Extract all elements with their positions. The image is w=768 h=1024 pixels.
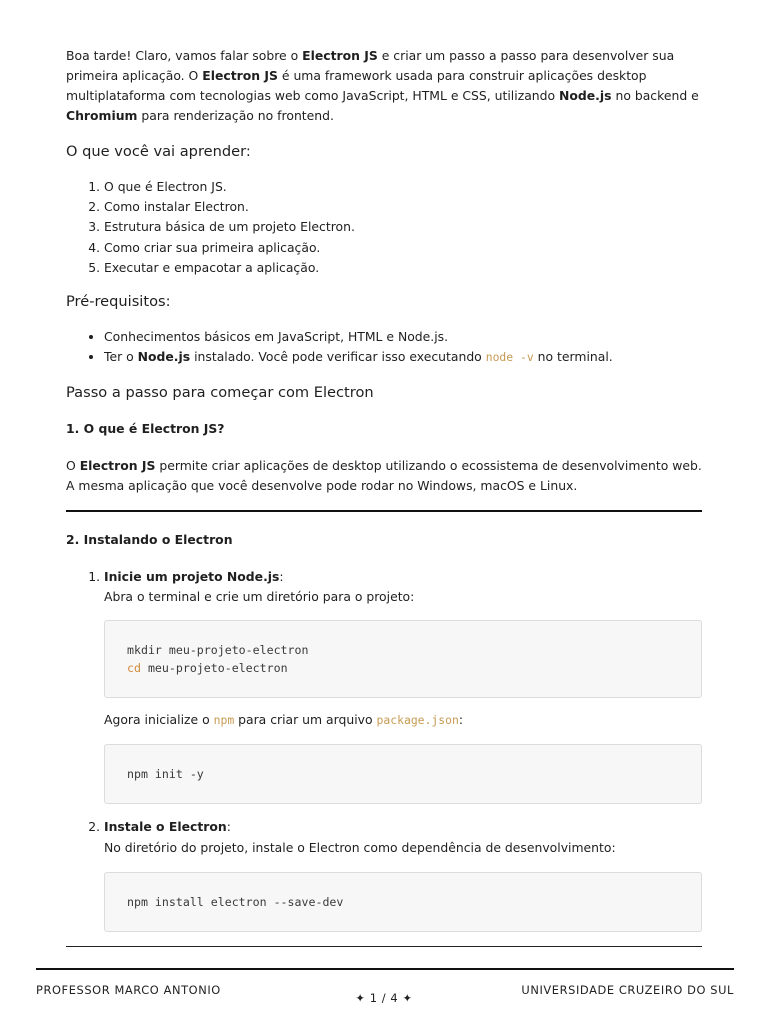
list-item [104,567,702,804]
step1-title: 1. O que é Electron JS? [66,421,225,436]
item-title: Instale o Electron [104,819,227,835]
list-item: 5. Executar e empacotar a aplicação. [104,258,702,278]
list-item: 1. O que é Electron JS. [104,177,702,197]
footer-divider [36,968,734,970]
inline-code: node -v [485,350,534,365]
list-item: 4. Como criar sua primeira aplicação. [104,238,702,258]
init-text: : [458,712,464,728]
list-item: 2. Como instalar Electron. [104,197,702,217]
footer-institution: UNIVERSIDADE CRUZEIRO DO SUL [521,983,734,997]
intro-bold: Electron JS [302,48,378,63]
step1-paragraph [66,456,702,496]
intro-text: é uma framework usada para construir aplicações desktop multiplataforma com tecnologias web como JavaScript, HTML e CSS, utilizando [66,68,647,103]
init-text: para criar um arquivo [234,712,377,728]
step1-text: O [66,458,80,473]
inline-code: npm [213,713,235,728]
step1-text: permite criar aplicações de desktop utilizando o ecossistema de desenvolvimento web. A mesma aplicação que você desenvolve pode rodar no Windows, macOS e Linux. [66,458,702,493]
step2-list [66,567,702,932]
section-divider [66,510,702,512]
steps-heading: Passo a passo para começar com Electron [66,384,374,401]
footer-author: PROFESSOR MARCO ANTONIO [36,983,221,997]
init-text: Agora inicialize o [104,712,214,728]
footer-page-number: ✦ 1 / 4 ✦ [355,991,413,1005]
list-item: 3. Estrutura básica de um projeto Electron. [104,217,702,237]
step2-title: 2. Instalando o Electron [66,532,233,547]
list-text: Ter o [104,349,138,365]
learn-heading: O que você vai aprender: [66,143,251,160]
prereq-list [66,327,702,367]
item-title: Inicie um projeto Node.js [104,569,280,584]
code-line: mkdir meu-projeto-electron [127,643,309,658]
list-bold: Node.js [137,349,191,365]
intro-text: no backend e [611,88,699,103]
learn-list [66,177,702,278]
code-keyword: cd [127,661,141,676]
list-item [104,817,702,931]
item-description: No diretório do projeto, instale o Electron como dependência de desenvolvimento: [104,839,616,855]
intro-text: e criar um passo a passo para desenvolver sua primeira aplicação. O [66,48,675,83]
intro-text: para renderização no frontend. [137,108,334,123]
intro-paragraph [66,46,702,126]
step2-item2-heading: Instale o Electron: [104,819,231,835]
init-paragraph [104,710,702,730]
step2-item1-heading: Inicie um projeto Node.js: [104,569,284,584]
list-item [104,347,702,367]
item-description: Abra o terminal e crie um diretório para o projeto: [104,589,415,605]
code-block [104,620,702,698]
intro-bold: Chromium [66,108,138,123]
section-divider [66,946,702,947]
inline-code: package.json [376,713,459,728]
intro-text: Boa tarde! Claro, vamos falar sobre o [66,48,303,63]
code-line: meu-projeto-electron [140,661,288,676]
prereq-heading: Pré-requisitos: [66,293,171,310]
code-block: npm install electron --save-dev [104,872,702,932]
step1-bold: Electron JS [79,458,156,473]
list-text: no terminal. [533,349,613,365]
intro-bold: Node.js [559,88,612,103]
intro-bold: Electron JS [202,68,278,83]
code-block: npm init -y [104,744,702,804]
list-item: • Conhecimentos básicos em JavaScript, HTML e Node.js. [104,327,702,347]
list-text: instalado. Você pode verificar isso executando [190,349,486,365]
